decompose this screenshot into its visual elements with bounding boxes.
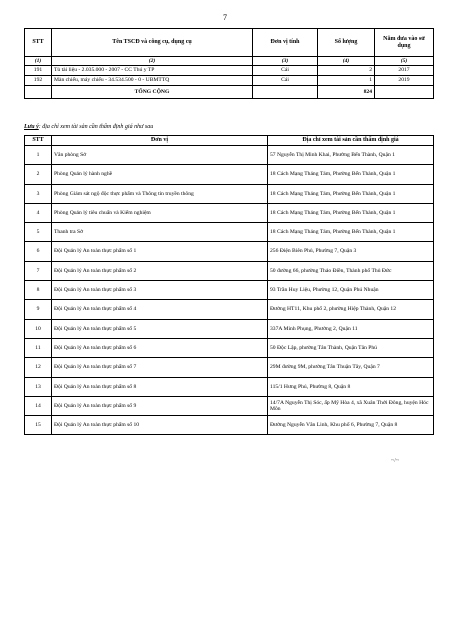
row-stt: 4 bbox=[25, 203, 52, 222]
row-address: 57 Nguyễn Thị Minh Khai, Phường Bến Thành, Quận 1 bbox=[268, 146, 434, 165]
row-unit-name: Đội Quản lý An toàn thực phẩm số 2 bbox=[52, 261, 268, 280]
col-number: (2) bbox=[52, 57, 253, 66]
table-row bbox=[25, 203, 434, 222]
row-unit-name: Phòng Quản lý tiêu chuẩn và Kiểm nghiệm bbox=[52, 203, 268, 222]
total-row bbox=[25, 86, 434, 99]
row-unit-name: Đội Quản lý An toàn thực phẩm số 8 bbox=[52, 377, 268, 396]
row-stt: 3 bbox=[25, 184, 52, 203]
row-address: 337A Minh Phụng, Phường 2, Quận 11 bbox=[268, 319, 434, 338]
row-stt: 191 bbox=[25, 66, 52, 76]
row-unit-name: Đội Quản lý An toàn thực phẩm số 5 bbox=[52, 319, 268, 338]
row-stt: 5 bbox=[25, 223, 52, 242]
row-unit-name: Đội Quản lý An toàn thực phẩm số 1 bbox=[52, 242, 268, 261]
note-line bbox=[24, 124, 153, 130]
initials-mark: ~/~ bbox=[391, 458, 400, 464]
row-address: 50 Độc Lập, phường Tân Thành, Quận Tân Phú bbox=[268, 338, 434, 357]
row-stt: 2 bbox=[25, 165, 52, 184]
assets-table bbox=[24, 28, 434, 99]
table-row bbox=[25, 242, 434, 261]
row-unit: Cái bbox=[253, 76, 318, 86]
row-quantity: 1 bbox=[318, 76, 375, 86]
table-row bbox=[25, 319, 434, 338]
row-year: 2017 bbox=[375, 66, 434, 76]
row-quantity: 2 bbox=[318, 66, 375, 76]
table-row bbox=[25, 223, 434, 242]
row-stt: 1 bbox=[25, 146, 52, 165]
row-stt: 6 bbox=[25, 242, 52, 261]
row-address: 18 Cách Mạng Tháng Tám, Phường Bến Thành, Quận 1 bbox=[268, 165, 434, 184]
row-address: Đường Nguyễn Văn Linh, Khu phố 6, Phường 7, Quận 8 bbox=[268, 416, 434, 435]
assets-header-unit: Đơn vị tính bbox=[253, 29, 318, 57]
row-stt: 9 bbox=[25, 300, 52, 319]
row-stt: 14 bbox=[25, 396, 52, 415]
assets-header-qty: Số lượng bbox=[318, 29, 375, 57]
row-address: 18 Cách Mạng Tháng Tám, Phường Bến Thành, Quận 1 bbox=[268, 184, 434, 203]
row-unit-name: Phòng Giám sát ngộ độc thực phẩm và Thông tin truyền thông bbox=[52, 184, 268, 203]
table-row bbox=[25, 165, 434, 184]
address-table bbox=[24, 135, 434, 435]
table-row bbox=[25, 338, 434, 357]
total-label: TỔNG CỘNG bbox=[52, 86, 253, 99]
table-row bbox=[25, 358, 434, 377]
table-row bbox=[25, 261, 434, 280]
row-address: 29M đường 9M, phường Tân Thuận Tây, Quận 7 bbox=[268, 358, 434, 377]
total-empty-cell bbox=[375, 86, 434, 99]
column-number-row bbox=[25, 57, 434, 66]
row-address: 14/7A Nguyễn Thị Sóc, ấp Mỹ Hòa 4, xã Xuân Thới Đông, huyện Hóc Môn bbox=[268, 396, 434, 415]
total-empty-cell bbox=[253, 86, 318, 99]
row-address: 50 đường 66, phường Thảo Điền, Thành phố Thủ Đức bbox=[268, 261, 434, 280]
row-asset-name: Tủ tài liệu - 2.035.000 - 2007 - CC Thú y TP bbox=[52, 66, 253, 76]
address-header-stt: STT bbox=[25, 136, 52, 146]
row-stt: 13 bbox=[25, 377, 52, 396]
row-unit-name: Đội Quản lý An toàn thực phẩm số 9 bbox=[52, 396, 268, 415]
assets-header-name: Tên TSCĐ và công cụ, dụng cụ bbox=[52, 29, 253, 57]
table-row bbox=[25, 76, 434, 86]
row-address: 18 Cách Mạng Tháng Tám, Phường Bến Thành, Quận 1 bbox=[268, 203, 434, 222]
address-header-address: Địa chỉ xem tài sản cần thẩm định giá bbox=[268, 136, 434, 146]
row-address: 93 Trần Huy Liệu, Phường 12, Quận Phú Nhuận bbox=[268, 281, 434, 300]
table-row bbox=[25, 416, 434, 435]
address-header-row bbox=[25, 136, 434, 146]
assets-header-stt: STT bbox=[25, 29, 52, 57]
col-number: (1) bbox=[25, 57, 52, 66]
table-row bbox=[25, 184, 434, 203]
col-number: (3) bbox=[253, 57, 318, 66]
col-number: (5) bbox=[375, 57, 434, 66]
table-row bbox=[25, 66, 434, 76]
row-stt: 7 bbox=[25, 261, 52, 280]
table-row bbox=[25, 281, 434, 300]
table-row bbox=[25, 300, 434, 319]
table-row bbox=[25, 377, 434, 396]
note-label: Lưu ý bbox=[24, 124, 39, 130]
row-stt: 15 bbox=[25, 416, 52, 435]
note-text: : địa chỉ xem tài sản cần thẩm định giá như sau bbox=[38, 124, 154, 130]
table-row bbox=[25, 146, 434, 165]
row-unit-name: Đội Quản lý An toàn thực phẩm số 6 bbox=[52, 338, 268, 357]
assets-header-row bbox=[25, 29, 434, 57]
col-number: (4) bbox=[318, 57, 375, 66]
row-address: Đường HT11, Khu phố 2, phường Hiệp Thành, Quận 12 bbox=[268, 300, 434, 319]
row-year: 2019 bbox=[375, 76, 434, 86]
row-asset-name: Màn chiếu, máy chiếu - 34.534.500 - 0 - UBMTTQ bbox=[52, 76, 253, 86]
row-unit-name: Đội Quản lý An toàn thực phẩm số 3 bbox=[52, 281, 268, 300]
row-unit-name: Văn phòng Sở bbox=[52, 146, 268, 165]
row-address: 115/1 Hưng Phú, Phường 8, Quận 8 bbox=[268, 377, 434, 396]
row-unit-name: Phòng Quản lý hành nghề bbox=[52, 165, 268, 184]
row-stt: 8 bbox=[25, 281, 52, 300]
assets-header-year: Năm đưa vào sử dụng bbox=[375, 29, 434, 57]
row-address: 18 Cách Mạng Tháng Tám, Phường Bến Thành, Quận 1 bbox=[268, 223, 434, 242]
row-unit-name: Đội Quản lý An toàn thực phẩm số 4 bbox=[52, 300, 268, 319]
page-number: 7 bbox=[223, 13, 227, 22]
row-unit-name: Đội Quản lý An toàn thực phẩm số 7 bbox=[52, 358, 268, 377]
row-stt: 192 bbox=[25, 76, 52, 86]
row-unit-name: Thanh tra Sở bbox=[52, 223, 268, 242]
address-header-unit: Đơn vị bbox=[52, 136, 268, 146]
row-stt: 11 bbox=[25, 338, 52, 357]
row-unit: Cái bbox=[253, 66, 318, 76]
row-unit-name: Đội Quản lý An toàn thực phẩm số 10 bbox=[52, 416, 268, 435]
total-value: 824 bbox=[318, 86, 375, 99]
row-address: 256 Điện Biên Phủ, Phường 7, Quận 3 bbox=[268, 242, 434, 261]
row-stt: 10 bbox=[25, 319, 52, 338]
row-stt: 12 bbox=[25, 358, 52, 377]
total-empty-cell bbox=[25, 86, 52, 99]
table-row bbox=[25, 396, 434, 415]
